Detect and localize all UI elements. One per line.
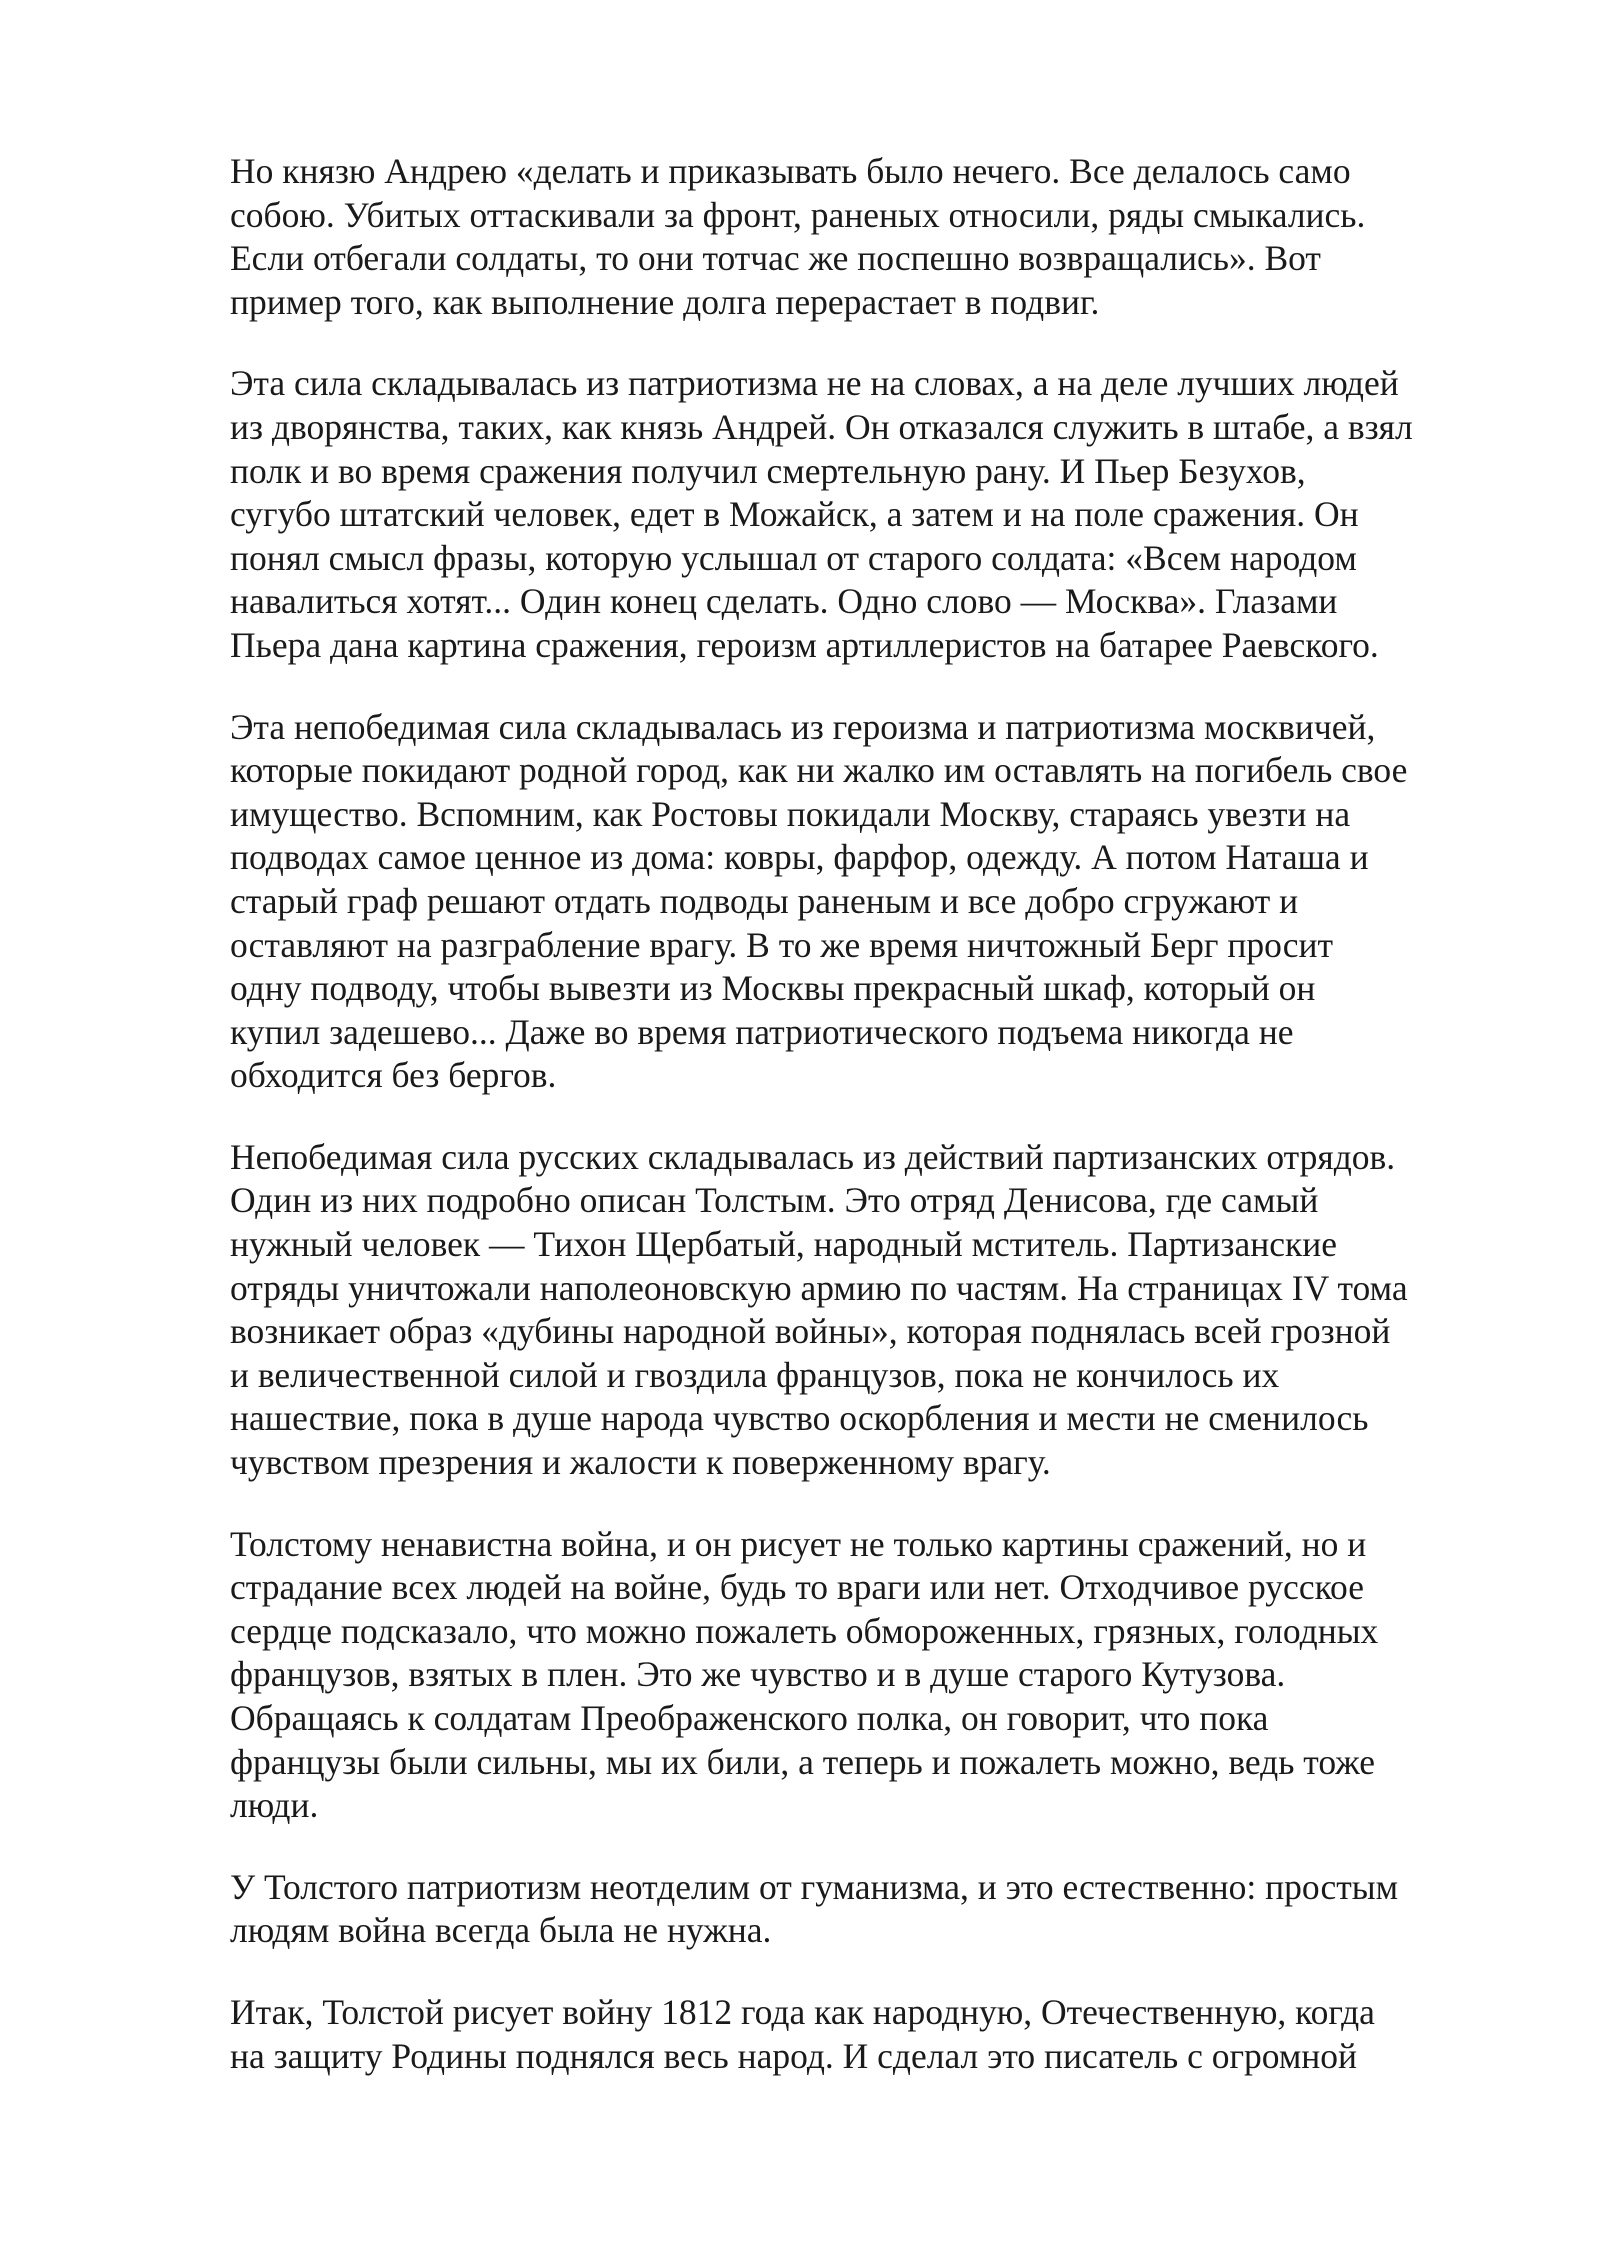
paragraph: [230, 706, 1550, 1098]
text-line: одну подводу, чтобы вывезти из Москвы прекрасный шкаф, который он: [230, 968, 1316, 1009]
text-line: подводах самое ценное из дома: ковры, фарфор, одежду. А потом Наташа и: [230, 837, 1369, 878]
text-line: Но князю Андрею «делать и приказывать было нечего. Все делалось само: [230, 151, 1351, 191]
text-line: купил задешево... Даже во время патриотического подъема никогда не: [230, 1011, 1294, 1052]
text-line: понял смысл фразы, которую услышал от старого солдата: «Всем народом: [230, 537, 1357, 578]
text-line: обходится без бергов.: [230, 1055, 557, 1096]
text-line: Один из них подробно описан Толстым. Это отряд Денисова, где самый: [230, 1180, 1319, 1221]
text-line: Итак, Толстой рисует войну 1812 года как народную, Отечественную, когда: [230, 1991, 1375, 2032]
text-line: которые покидают родной город, как ни жалко им оставлять на погибель свое: [230, 750, 1408, 791]
text-line: и величественной силой и гвоздила французов, пока не кончилось их: [230, 1354, 1280, 1395]
paragraph: [230, 150, 1550, 324]
text-line: нужный человек — Тихон Щербатый, народный мститель. Партизанские: [230, 1224, 1337, 1265]
text-line: Обращаясь к солдатам Преображенского полка, он говорит, что пока: [230, 1698, 1269, 1738]
text-line: сердце подсказало, что можно пожалеть обмороженных, грязных, голодных: [230, 1610, 1379, 1651]
text-line: старый граф решают отдать подводы раненым и все добро сгружают и: [230, 880, 1299, 921]
text-line: французы были сильны, мы их били, а теперь и пожалеть можно, ведь тоже: [230, 1741, 1376, 1782]
text-line: собою. Убитых оттаскивали за фронт, раненых относили, ряды смыкались.: [230, 194, 1366, 235]
document-body: [230, 150, 1550, 2116]
text-line: полк и во время сражения получил смертельную рану. И Пьер Безухов,: [230, 450, 1306, 491]
text-line: отряды уничтожали наполеоновскую армию по частям. На страницах IV тома: [230, 1267, 1408, 1308]
text-line: сугубо штатский человек, едет в Можайск, а затем и на поле сражения. Он: [230, 494, 1359, 535]
text-line: люди.: [230, 1785, 319, 1826]
text-line: пример того, как выполнение долга перерастает в подвиг.: [230, 281, 1100, 322]
text-line: нашествие, пока в душе народа чувство оскорбления и мести не сменилось: [230, 1398, 1369, 1439]
text-line: Непобедимая сила русских складывалась из действий партизанских отрядов.: [230, 1136, 1396, 1177]
text-line: возникает образ «дубины народной войны», которая поднялась всей грозной: [230, 1311, 1391, 1352]
text-line: Пьера дана картина сражения, героизм артиллеристов на батарее Раевского.: [230, 624, 1379, 665]
text-line: Эта сила складывалась из патриотизма не на словах, а на деле лучших людей: [230, 363, 1399, 404]
text-line: Толстому ненавистна война, и он рисует не только картины сражений, но и: [230, 1523, 1367, 1564]
text-line: на защиту Родины поднялся весь народ. И сделал это писатель с огромной: [230, 2035, 1358, 2076]
paragraph: [230, 1523, 1550, 1828]
text-line: чувством презрения и жалости к поверженному врагу.: [230, 1442, 1051, 1483]
paragraph: [230, 1136, 1550, 1485]
text-line: навалиться хотят... Один конец сделать. Одно слово — Москва». Глазами: [230, 581, 1338, 622]
text-line: имущество. Вспомним, как Ростовы покидали Москву, стараясь увезти на: [230, 793, 1351, 834]
text-line: страдание всех людей на войне, будь то враги или нет. Отходчивое русское: [230, 1567, 1364, 1608]
paragraph: [230, 362, 1550, 667]
paragraph: [230, 1991, 1550, 2078]
text-line: французов, взятых в плен. Это же чувство и в душе старого Кутузова.: [230, 1654, 1286, 1695]
text-line: У Толстого патриотизм неотделим от гуманизма, и это естественно: простым: [230, 1866, 1399, 1907]
text-line: оставляют на разграбление врагу. В то же время ничтожный Берг просит: [230, 924, 1333, 965]
text-line: людям война всегда была не нужна.: [230, 1910, 772, 1951]
text-line: Эта непобедимая сила складывалась из героизма и патриотизма москвичей,: [230, 706, 1376, 747]
text-line: Если отбегали солдаты, то они тотчас же поспешно возвращались». Вот: [230, 238, 1321, 279]
text-line: из дворянства, таких, как князь Андрей. Он отказался служить в штабе, а взял: [230, 406, 1413, 447]
paragraph: [230, 1866, 1550, 1953]
